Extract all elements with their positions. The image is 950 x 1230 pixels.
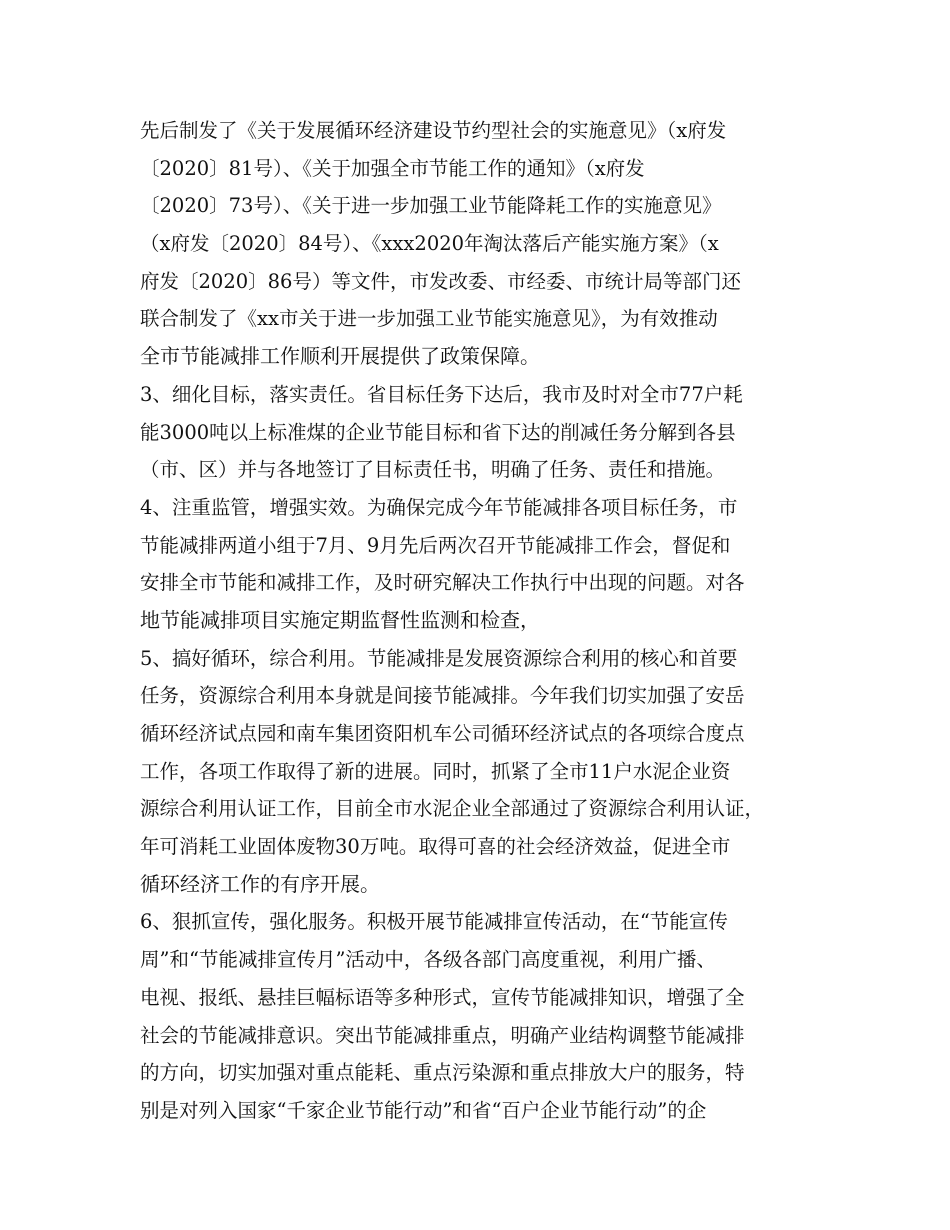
text-line: 节能减排两道小组于7月、9月先后两次召开节能减排工作会，督促和 [140, 533, 731, 557]
text-line: 安排全市节能和减排工作，及时研究解决工作执行中出现的问题。对各 [140, 571, 745, 595]
text-line: 电视、报纸、悬挂巨幅标语等多种形式，宣传节能减排知识，增强了全 [140, 985, 745, 1009]
text-line: 〔2020〕73号）、《关于进一步加强工业节能降耗工作的实施意见》 [140, 194, 722, 218]
text-line: 先后制发了《关于发展循环经济建设节约型社会的实施意见》（x府发 [140, 119, 727, 142]
body-text [140, 112, 820, 1130]
text-line: 4、注重监管，增强实效。为确保完成今年节能减排各项目标任务，市 [140, 495, 738, 519]
text-line: 工作，各项工作取得了新的进展。同时，抓紧了全市11户水泥企业资 [140, 759, 731, 783]
text-line: 〔2020〕81号）、《关于加强全市节能工作的通知》（x府发 [140, 156, 645, 180]
text-line: 别是对列入国家“千家企业节能行动”和省“百户企业节能行动”的企 [140, 1098, 707, 1122]
text-line: 5、搞好循环，综合利用。节能减排是发展资源综合利用的核心和首要 [140, 646, 738, 670]
text-line: 能3000吨以上标准煤的企业节能目标和省下达的削减任务分解到各县 [140, 420, 736, 444]
text-line: 联合制发了《xx市关于进一步加强工业节能实施意见》，为有效推动 [140, 307, 718, 331]
text-line: 任务，资源综合利用本身就是间接节能减排。今年我们切实加强了安岳 [140, 684, 745, 708]
text-line: 地节能减排项目实施定期监督性监测和检查， [140, 607, 540, 632]
text-line: 6、狠抓宣传，强化服务。积极开展节能减排宣传活动，在“节能宣传 [140, 910, 728, 934]
text-line: （x府发〔2020〕84号）、《xxx2020年淘汰落后产能实施方案》（x [140, 232, 719, 256]
text-line: 全市节能减排工作顺利开展提供了政策保障。 [140, 344, 540, 369]
text-line: 循环经济试点园和南车集团资阳机车公司循环经济试点的各项综合度点 [140, 722, 745, 745]
text-line: 源综合利用认证工作，目前全市水泥企业全部通过了资源综合利用认证， [140, 797, 765, 821]
text-line: 周”和“节能减排宣传月”活动中，各级各部门高度重视，利用广播、 [140, 948, 716, 972]
text-line: 年可消耗工业固体废物30万吨。取得可喜的社会经济效益，促进全市 [140, 835, 731, 859]
text-line: （市、区）并与各地签订了目标责任书，明确了任务、责任和措施。 [140, 458, 726, 482]
text-line: 循环经济工作的有序开展。 [140, 871, 380, 896]
text-line: 3、细化目标，落实责任。省目标任务下达后，我市及时对全市77户耗 [140, 382, 743, 406]
text-line: 的方向，切实加强对重点能耗、重点污染源和重点排放大户的服务，特 [140, 1061, 745, 1085]
text-line: 府发〔2020〕86号）等文件，市发改委、市经委、市统计局等部门还 [140, 269, 741, 293]
text-line: 社会的节能减排意识。突出节能减排重点，明确产业结构调整节能减排 [140, 1023, 745, 1047]
